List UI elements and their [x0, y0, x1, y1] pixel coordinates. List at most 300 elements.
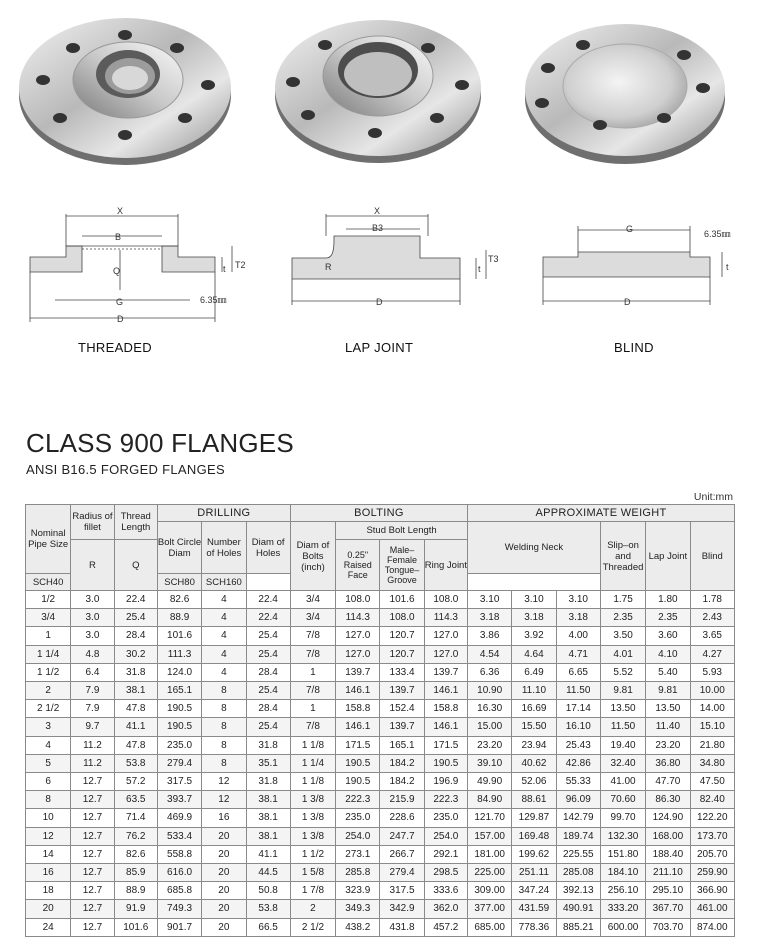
dim-g-blind: G: [626, 224, 634, 234]
table-cell: 558.8: [157, 845, 201, 863]
table-cell: 3.18: [556, 609, 600, 627]
table-cell: 362.0: [424, 900, 467, 918]
table-cell: 13.50: [646, 700, 690, 718]
table-cell: 28.4: [114, 627, 157, 645]
table-cell: 76.2: [114, 827, 157, 845]
table-cell: 5.40: [646, 663, 690, 681]
table-cell: 703.70: [646, 918, 690, 936]
table-cell: 57.2: [114, 773, 157, 791]
table-cell: 88.9: [157, 609, 201, 627]
table-cell: 4: [202, 663, 246, 681]
table-cell: 3.0: [71, 609, 114, 627]
table-cell: 31.8: [246, 773, 290, 791]
table-cell: 259.90: [690, 864, 734, 882]
table-cell: 3.50: [600, 627, 645, 645]
table-cell: 146.1: [424, 682, 467, 700]
table-cell: 88.9: [114, 882, 157, 900]
table-cell: 8: [26, 791, 71, 809]
table-cell: 4: [202, 609, 246, 627]
table-cell: 1 3/8: [290, 809, 335, 827]
table-cell: 157.00: [468, 827, 512, 845]
table-cell: 317.5: [380, 882, 424, 900]
table-cell: 15.50: [512, 718, 556, 736]
table-row: [26, 791, 735, 809]
table-cell: 168.00: [646, 827, 690, 845]
table-row: [26, 754, 735, 772]
table-cell: 12.7: [71, 773, 114, 791]
table-cell: 6.65: [556, 663, 600, 681]
dim-d-blind: D: [624, 297, 631, 307]
table-row: [26, 900, 735, 918]
table-cell: 16: [26, 864, 71, 882]
table-cell: 1 1/4: [26, 645, 71, 663]
table-cell: 1 1/2: [26, 663, 71, 681]
page-title: CLASS 900 FLANGES: [26, 428, 294, 458]
table-cell: 366.90: [690, 882, 734, 900]
header-nominal: Nominal Pipe Size: [26, 505, 71, 574]
table-cell: 2.35: [600, 609, 645, 627]
table-cell: 1/2: [26, 591, 71, 609]
table-cell: 108.0: [336, 591, 380, 609]
table-cell: 235.0: [157, 736, 201, 754]
dim-b3-lap: B3: [372, 223, 384, 233]
table-cell: 222.3: [336, 791, 380, 809]
table-cell: 1: [290, 663, 335, 681]
table-cell: 25.4: [246, 645, 290, 663]
header-sch160: SCH160: [202, 574, 246, 591]
table-cell: 47.70: [646, 773, 690, 791]
header-welding: Welding Neck: [468, 522, 601, 574]
table-cell: 2 1/2: [290, 918, 335, 936]
dim-b-threaded: B: [115, 232, 122, 242]
unit-label: Unit:mm: [693, 491, 733, 503]
table-cell: 8: [202, 682, 246, 700]
header-raised: 0.25" Raised Face: [336, 540, 380, 591]
table-cell: 3.92: [512, 627, 556, 645]
table-cell: 85.9: [114, 864, 157, 882]
table-cell: 127.0: [424, 645, 467, 663]
table-cell: 184.2: [380, 773, 424, 791]
table-cell: 23.94: [512, 736, 556, 754]
table-cell: 108.0: [380, 609, 424, 627]
table-cell: 2.43: [690, 609, 734, 627]
table-cell: 35.1: [246, 754, 290, 772]
table-cell: 82.6: [114, 845, 157, 863]
table-cell: 47.8: [114, 700, 157, 718]
table-cell: 6.4: [71, 663, 114, 681]
table-cell: 28.4: [246, 700, 290, 718]
table-cell: 24: [26, 918, 71, 936]
table-cell: 20: [202, 845, 246, 863]
table-cell: 5.93: [690, 663, 734, 681]
table-cell: 96.09: [556, 791, 600, 809]
table-cell: 273.1: [336, 845, 380, 863]
table-cell: 211.10: [646, 864, 690, 882]
header-stud: Stud Bolt Length: [336, 522, 468, 540]
table-cell: 120.7: [380, 645, 424, 663]
table-cell: 15.10: [690, 718, 734, 736]
table-cell: 7/8: [290, 682, 335, 700]
table-cell: 88.61: [512, 791, 556, 809]
table-cell: 3/4: [26, 609, 71, 627]
table-cell: 31.8: [114, 663, 157, 681]
dim-d-threaded: D: [117, 314, 124, 324]
table-cell: 38.1: [246, 809, 290, 827]
table-cell: 16.10: [556, 718, 600, 736]
table-cell: 235.0: [336, 809, 380, 827]
table-cell: 2: [290, 900, 335, 918]
table-cell: 778.36: [512, 918, 556, 936]
table-cell: 749.3: [157, 900, 201, 918]
table-cell: 3.60: [646, 627, 690, 645]
table-row: [26, 773, 735, 791]
table-cell: 121.70: [468, 809, 512, 827]
header-lap: Lap Joint: [646, 522, 690, 591]
dim-t-blind: t: [726, 262, 729, 272]
table-row: [26, 718, 735, 736]
table-cell: 42.86: [556, 754, 600, 772]
dim-t-lap: t: [478, 264, 481, 274]
table-cell: 120.7: [380, 627, 424, 645]
table-cell: 317.5: [157, 773, 201, 791]
table-cell: 47.8: [114, 736, 157, 754]
dim-g-threaded: G: [116, 297, 124, 307]
header-blind: Blind: [690, 522, 734, 591]
table-cell: 20: [202, 827, 246, 845]
table-cell: 14.00: [690, 700, 734, 718]
table-cell: 165.1: [380, 736, 424, 754]
header-diam-bolts: Diam of Bolts (inch): [290, 522, 335, 591]
header-num-holes: Number of Holes: [202, 522, 246, 574]
table-cell: 38.1: [246, 827, 290, 845]
table-cell: 4: [202, 645, 246, 663]
table-cell: 13.50: [600, 700, 645, 718]
table-cell: 32.40: [600, 754, 645, 772]
table-cell: 199.62: [512, 845, 556, 863]
table-cell: 254.0: [424, 827, 467, 845]
table-cell: 16: [202, 809, 246, 827]
table-cell: 111.3: [157, 645, 201, 663]
table-cell: 3.18: [468, 609, 512, 627]
table-cell: 333.20: [600, 900, 645, 918]
table-cell: 142.79: [556, 809, 600, 827]
table-cell: 82.40: [690, 791, 734, 809]
table-cell: 685.00: [468, 918, 512, 936]
table-cell: 22.4: [246, 591, 290, 609]
lap-joint-flange-photo: [275, 20, 481, 163]
table-cell: 181.00: [468, 845, 512, 863]
table-cell: 55.33: [556, 773, 600, 791]
table-cell: 8: [202, 754, 246, 772]
table-cell: 225.00: [468, 864, 512, 882]
table-cell: 9.81: [646, 682, 690, 700]
table-cell: 10: [26, 809, 71, 827]
table-cell: 16.69: [512, 700, 556, 718]
table-cell: 12.7: [71, 900, 114, 918]
header-bolt-circle: Bolt Circle Diam: [157, 522, 201, 574]
table-cell: 3.65: [690, 627, 734, 645]
table-cell: 215.9: [380, 791, 424, 809]
dim-t2-threaded: T2: [235, 260, 246, 270]
table-cell: 122.20: [690, 809, 734, 827]
table-cell: 392.13: [556, 882, 600, 900]
table-cell: 190.5: [336, 754, 380, 772]
dim-x-threaded: X: [117, 206, 124, 216]
table-cell: 3: [26, 718, 71, 736]
table-cell: 685.8: [157, 882, 201, 900]
table-cell: 184.10: [600, 864, 645, 882]
table-cell: 101.6: [157, 627, 201, 645]
table-cell: 158.8: [336, 700, 380, 718]
table-cell: 6.49: [512, 663, 556, 681]
table-cell: 4.8: [71, 645, 114, 663]
header-male: Male– Female Tongue– Groove: [380, 540, 424, 591]
table-cell: 151.80: [600, 845, 645, 863]
table-cell: 190.5: [157, 718, 201, 736]
table-cell: 7.9: [71, 700, 114, 718]
table-cell: 12: [202, 791, 246, 809]
table-row: [26, 663, 735, 681]
table-cell: 266.7: [380, 845, 424, 863]
table-cell: 190.5: [424, 754, 467, 772]
table-cell: 20: [202, 900, 246, 918]
table-cell: 11.2: [71, 754, 114, 772]
table-cell: 146.1: [336, 682, 380, 700]
table-cell: 196.9: [424, 773, 467, 791]
table-cell: 16.30: [468, 700, 512, 718]
table-cell: 20: [202, 918, 246, 936]
table-cell: 12: [26, 827, 71, 845]
table-cell: 285.08: [556, 864, 600, 882]
table-cell: 53.8: [246, 900, 290, 918]
table-cell: 129.87: [512, 809, 556, 827]
table-cell: 2 1/2: [26, 700, 71, 718]
table-cell: 367.70: [646, 900, 690, 918]
table-row: [26, 645, 735, 663]
table-cell: 139.7: [380, 682, 424, 700]
table-cell: 28.4: [246, 663, 290, 681]
table-cell: 101.6: [380, 591, 424, 609]
table-cell: 152.4: [380, 700, 424, 718]
table-cell: 1 3/8: [290, 791, 335, 809]
table-cell: 6: [26, 773, 71, 791]
table-cell: 139.7: [336, 663, 380, 681]
dim-t-threaded: t: [223, 264, 226, 274]
table-cell: 295.10: [646, 882, 690, 900]
table-cell: 247.7: [380, 827, 424, 845]
table-cell: 342.9: [380, 900, 424, 918]
table-cell: 1 5/8: [290, 864, 335, 882]
table-cell: 4.01: [600, 645, 645, 663]
table-cell: 47.50: [690, 773, 734, 791]
blind-drawing: [543, 226, 722, 305]
table-cell: 3.10: [468, 591, 512, 609]
table-cell: 3.10: [512, 591, 556, 609]
table-cell: 12.7: [71, 791, 114, 809]
table-cell: 1: [290, 700, 335, 718]
table-row: [26, 591, 735, 609]
table-cell: 7/8: [290, 627, 335, 645]
table-cell: 108.0: [424, 591, 467, 609]
table-cell: 5.52: [600, 663, 645, 681]
table-cell: 874.00: [690, 918, 734, 936]
table-cell: 82.6: [157, 591, 201, 609]
table-cell: 4.54: [468, 645, 512, 663]
table-cell: 11.2: [71, 736, 114, 754]
table-cell: 9.81: [600, 682, 645, 700]
table-cell: 124.90: [646, 809, 690, 827]
table-cell: 4.10: [646, 645, 690, 663]
table-cell: 393.7: [157, 791, 201, 809]
table-cell: 3.0: [71, 591, 114, 609]
table-cell: 7.9: [71, 682, 114, 700]
table-cell: 114.3: [336, 609, 380, 627]
table-cell: 190.5: [157, 700, 201, 718]
table-cell: 251.11: [512, 864, 556, 882]
table-cell: 91.9: [114, 900, 157, 918]
diagram-label-threaded: THREADED: [78, 340, 152, 355]
table-cell: 12: [202, 773, 246, 791]
table-cell: 333.6: [424, 882, 467, 900]
table-cell: 15.00: [468, 718, 512, 736]
table-cell: 188.40: [646, 845, 690, 863]
table-cell: 34.80: [690, 754, 734, 772]
dim-mm-blind: 6.35㎜: [704, 229, 731, 239]
table-cell: 158.8: [424, 700, 467, 718]
table-cell: 11.10: [512, 682, 556, 700]
table-cell: 7/8: [290, 645, 335, 663]
table-cell: 4.27: [690, 645, 734, 663]
table-cell: 349.3: [336, 900, 380, 918]
table-cell: 431.8: [380, 918, 424, 936]
table-cell: 431.59: [512, 900, 556, 918]
table-cell: 2.35: [646, 609, 690, 627]
table-cell: 3/4: [290, 609, 335, 627]
dim-r-lap: R: [325, 262, 332, 272]
table-cell: 173.70: [690, 827, 734, 845]
table-cell: 3.0: [71, 627, 114, 645]
table-cell: 1 3/8: [290, 827, 335, 845]
table-cell: 53.8: [114, 754, 157, 772]
table-cell: 146.1: [424, 718, 467, 736]
table-cell: 127.0: [336, 645, 380, 663]
table-cell: 41.00: [600, 773, 645, 791]
table-cell: 12.7: [71, 845, 114, 863]
table-cell: 11.50: [556, 682, 600, 700]
table-cell: 39.10: [468, 754, 512, 772]
table-row: [26, 682, 735, 700]
flange-photos: [0, 0, 759, 175]
table-cell: 438.2: [336, 918, 380, 936]
table-cell: 3.86: [468, 627, 512, 645]
table-cell: 8: [202, 736, 246, 754]
table-cell: 469.9: [157, 809, 201, 827]
table-cell: 323.9: [336, 882, 380, 900]
table-cell: 20: [202, 882, 246, 900]
table-cell: 1 7/8: [290, 882, 335, 900]
table-cell: 12.7: [71, 918, 114, 936]
table-cell: 84.90: [468, 791, 512, 809]
table-cell: 6.36: [468, 663, 512, 681]
dim-t3-lap: T3: [488, 254, 499, 264]
table-cell: 377.00: [468, 900, 512, 918]
table-row: [26, 627, 735, 645]
table-cell: 25.4: [114, 609, 157, 627]
table-cell: 14: [26, 845, 71, 863]
table-row: [26, 845, 735, 863]
table-cell: 292.1: [424, 845, 467, 863]
table-cell: 3.10: [556, 591, 600, 609]
table-cell: 347.24: [512, 882, 556, 900]
table-cell: 205.70: [690, 845, 734, 863]
flange-spec-table: [25, 504, 735, 937]
table-cell: 1: [26, 627, 71, 645]
table-cell: 490.91: [556, 900, 600, 918]
table-row: [26, 827, 735, 845]
table-cell: 461.00: [690, 900, 734, 918]
table-cell: 17.14: [556, 700, 600, 718]
threaded-drawing: [30, 214, 232, 322]
table-cell: 41.1: [114, 718, 157, 736]
table-cell: 21.80: [690, 736, 734, 754]
table-cell: 457.2: [424, 918, 467, 936]
lap-joint-drawing: [292, 214, 486, 305]
table-cell: 101.6: [114, 918, 157, 936]
dim-q-threaded: Q: [113, 266, 121, 276]
table-cell: 86.30: [646, 791, 690, 809]
table-cell: 52.06: [512, 773, 556, 791]
table-cell: 256.10: [600, 882, 645, 900]
table-cell: 12.7: [71, 864, 114, 882]
table-cell: 190.5: [336, 773, 380, 791]
table-cell: 25.4: [246, 718, 290, 736]
table-cell: 279.4: [157, 754, 201, 772]
table-cell: 12.7: [71, 882, 114, 900]
table-cell: 133.4: [380, 663, 424, 681]
dim-x-lap: X: [374, 206, 381, 216]
table-cell: 139.7: [424, 663, 467, 681]
dim-mm-threaded: 6.35㎜: [200, 295, 227, 305]
table-cell: 616.0: [157, 864, 201, 882]
table-cell: 25.43: [556, 736, 600, 754]
table-cell: 36.80: [646, 754, 690, 772]
table-cell: 169.48: [512, 827, 556, 845]
table-cell: 124.0: [157, 663, 201, 681]
diagram-label-blind: BLIND: [614, 340, 654, 355]
table-cell: 8: [202, 700, 246, 718]
table-cell: 4.64: [512, 645, 556, 663]
table-cell: 4.71: [556, 645, 600, 663]
diagram-label-lap-joint: LAP JOINT: [345, 340, 414, 355]
header-r: R: [71, 540, 114, 591]
table-cell: 49.90: [468, 773, 512, 791]
table-cell: 4: [202, 627, 246, 645]
table-cell: 4.00: [556, 627, 600, 645]
table-cell: 285.8: [336, 864, 380, 882]
table-cell: 533.4: [157, 827, 201, 845]
table-cell: 139.7: [380, 718, 424, 736]
blind-flange-photo: [525, 24, 725, 164]
table-cell: 66.5: [246, 918, 290, 936]
table-cell: 31.8: [246, 736, 290, 754]
table-cell: 1.80: [646, 591, 690, 609]
table-cell: 30.2: [114, 645, 157, 663]
table-row: [26, 918, 735, 936]
table-cell: 50.8: [246, 882, 290, 900]
table-cell: 171.5: [336, 736, 380, 754]
table-cell: 127.0: [424, 627, 467, 645]
table-row: [26, 736, 735, 754]
